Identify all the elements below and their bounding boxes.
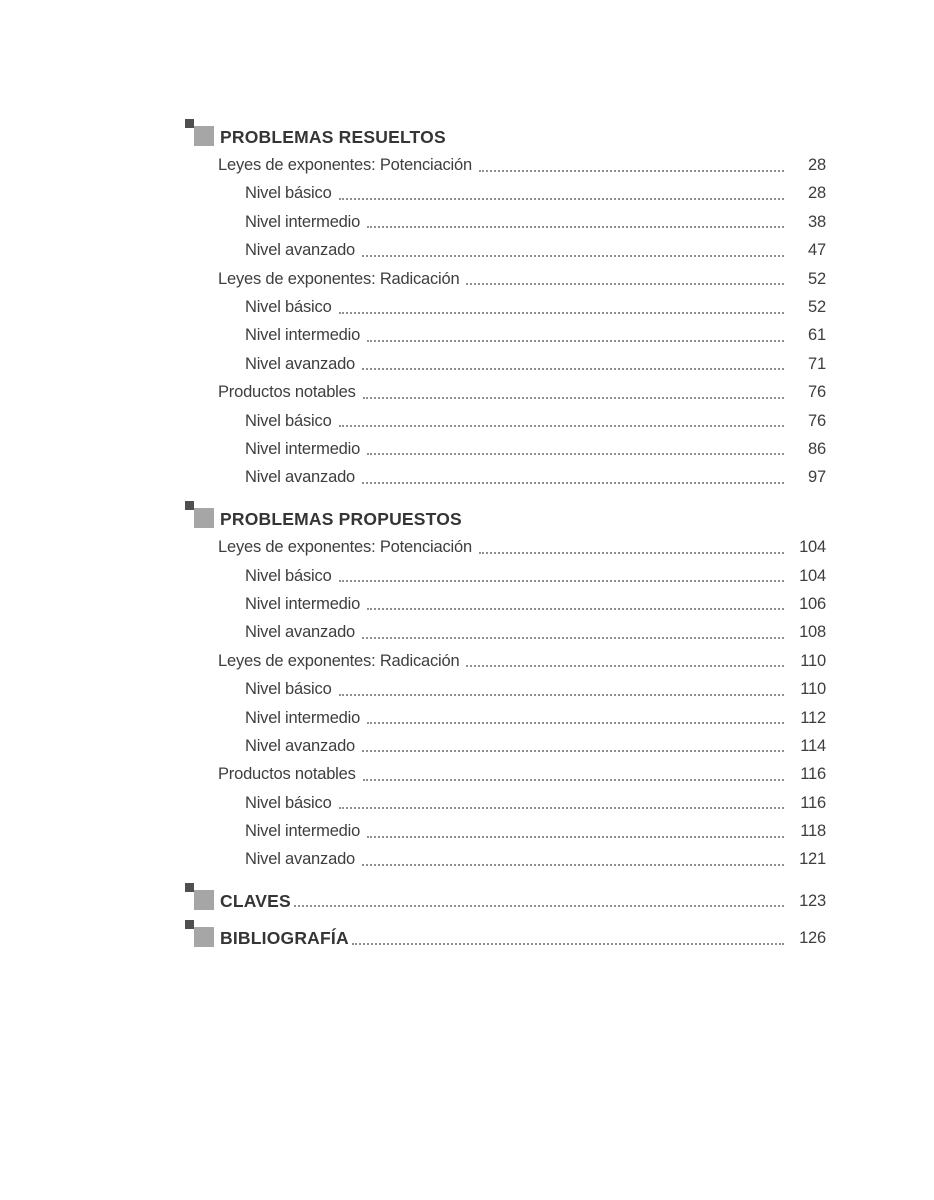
page-number: 123 [799, 891, 826, 910]
section-title: PROBLEMAS PROPUESTOS [220, 508, 462, 529]
page-number: 114 [800, 736, 826, 755]
dotted-leader [479, 552, 784, 554]
section-entries [185, 151, 826, 492]
dotted-leader [367, 722, 784, 724]
page-number: 47 [808, 241, 826, 260]
toc-entry [185, 322, 826, 350]
dotted-leader [479, 170, 784, 172]
two-squares-bullet-icon [185, 920, 214, 947]
page-number: 97 [808, 468, 826, 487]
dotted-leader [352, 943, 784, 945]
toc-entry-label: Productos notables [218, 383, 356, 402]
toc-section [185, 123, 826, 492]
dotted-leader [363, 397, 784, 399]
toc-entry-label: Nivel básico [245, 680, 332, 699]
toc-entry-label: Leyes de exponentes: Radicación [218, 651, 460, 670]
dotted-leader [339, 807, 784, 809]
dotted-leader [362, 750, 784, 752]
section-title: BIBLIOGRAFÍA [220, 928, 349, 949]
toc-entry [185, 293, 826, 321]
bullet-small-square [185, 501, 194, 510]
bullet-large-square [194, 508, 214, 528]
table-of-contents [185, 123, 826, 953]
page-number: 71 [808, 354, 826, 373]
page-number: 108 [799, 623, 826, 642]
toc-entry [185, 379, 826, 407]
page-number: 61 [808, 326, 826, 345]
toc-entry [185, 533, 826, 561]
toc-entry [185, 435, 826, 463]
toc-entry-label: Nivel intermedio [245, 212, 361, 231]
toc-section-header [185, 505, 826, 533]
dotted-leader [339, 694, 784, 696]
dotted-leader [362, 368, 784, 370]
toc-entry-label: Leyes de exponentes: Potenciación [218, 156, 472, 175]
dotted-leader [362, 637, 784, 639]
page-number: 106 [799, 594, 826, 613]
toc-entry [185, 464, 826, 492]
bullet-small-square [185, 119, 194, 128]
dotted-leader [339, 580, 784, 582]
toc-entry-label: Productos notables [218, 765, 356, 784]
toc-page [185, 123, 826, 953]
toc-entry [185, 407, 826, 435]
toc-entry [185, 208, 826, 236]
page-number: 116 [800, 793, 826, 812]
page-number: 28 [808, 156, 826, 175]
dotted-leader [367, 226, 784, 228]
toc-entry-label: Nivel intermedio [245, 822, 361, 841]
toc-entry-label: Nivel avanzado [245, 623, 356, 642]
toc-entry [185, 265, 826, 293]
toc-entry-label: Nivel intermedio [245, 439, 361, 458]
page-number: 121 [799, 850, 826, 869]
toc-entry [185, 350, 826, 378]
page-number: 86 [808, 439, 826, 458]
toc-section [185, 925, 826, 953]
page-number: 38 [808, 212, 826, 231]
dotted-leader [362, 482, 784, 484]
bullet-large-square [194, 890, 214, 910]
toc-entry [185, 619, 826, 647]
dotted-leader [367, 453, 784, 455]
page-number: 28 [808, 184, 826, 203]
page-number: 52 [808, 298, 826, 317]
two-squares-bullet-icon [185, 501, 214, 528]
toc-entry-label: Nivel avanzado [245, 736, 356, 755]
section-title: CLAVES [220, 890, 291, 911]
page-number: 126 [799, 929, 826, 948]
toc-entry-label: Nivel básico [245, 298, 332, 317]
dotted-leader [367, 340, 784, 342]
toc-section [185, 887, 826, 915]
toc-entry [185, 590, 826, 618]
toc-entry [185, 704, 826, 732]
page-number: 52 [808, 269, 826, 288]
dotted-leader [363, 779, 784, 781]
page-number: 76 [808, 383, 826, 402]
page-number: 116 [800, 765, 826, 784]
bullet-small-square [185, 920, 194, 929]
toc-entry-label: Nivel avanzado [245, 354, 356, 373]
toc-entry-label: Leyes de exponentes: Potenciación [218, 538, 472, 557]
toc-entry [185, 675, 826, 703]
toc-entry-label: Nivel básico [245, 566, 332, 585]
toc-entry-label: Nivel avanzado [245, 241, 356, 260]
toc-entry [185, 789, 826, 817]
toc-entry [185, 180, 826, 208]
page-number: 104 [799, 538, 826, 557]
toc-entry-label: Nivel intermedio [245, 708, 361, 727]
dotted-leader [367, 608, 784, 610]
toc-entry-label: Nivel básico [245, 793, 332, 812]
toc-entry [185, 562, 826, 590]
dotted-leader [339, 312, 784, 314]
toc-entry [185, 237, 826, 265]
bullet-large-square [194, 126, 214, 146]
toc-entry-label: Nivel intermedio [245, 326, 361, 345]
page-number: 76 [808, 411, 826, 430]
toc-entry [185, 151, 826, 179]
toc-section-header [185, 123, 826, 151]
toc-section-header [185, 925, 826, 953]
dotted-leader [362, 864, 784, 866]
page-number: 110 [800, 680, 826, 699]
page-number: 118 [800, 822, 826, 841]
toc-entry-label: Nivel básico [245, 411, 332, 430]
toc-entry [185, 732, 826, 760]
bullet-large-square [194, 927, 214, 947]
toc-entry [185, 846, 826, 874]
dotted-leader [367, 836, 784, 838]
toc-entry [185, 761, 826, 789]
page-number: 104 [799, 566, 826, 585]
toc-entry-label: Nivel avanzado [245, 850, 356, 869]
dotted-leader [294, 905, 784, 907]
toc-entry-label: Leyes de exponentes: Radicación [218, 269, 460, 288]
dotted-leader [466, 665, 784, 667]
dotted-leader [466, 283, 784, 285]
toc-section [185, 505, 826, 874]
toc-entry-label: Nivel avanzado [245, 468, 356, 487]
dotted-leader [339, 198, 784, 200]
page-number: 110 [800, 651, 826, 670]
dotted-leader [362, 255, 784, 257]
two-squares-bullet-icon [185, 883, 214, 910]
toc-entry-label: Nivel intermedio [245, 594, 361, 613]
section-entries [185, 533, 826, 874]
two-squares-bullet-icon [185, 119, 214, 146]
toc-section-header [185, 887, 826, 915]
section-title: PROBLEMAS RESUELTOS [220, 126, 446, 147]
toc-entry [185, 817, 826, 845]
page-number: 112 [800, 708, 826, 727]
dotted-leader [339, 425, 784, 427]
toc-entry-label: Nivel básico [245, 184, 332, 203]
bullet-small-square [185, 883, 194, 892]
toc-entry [185, 647, 826, 675]
